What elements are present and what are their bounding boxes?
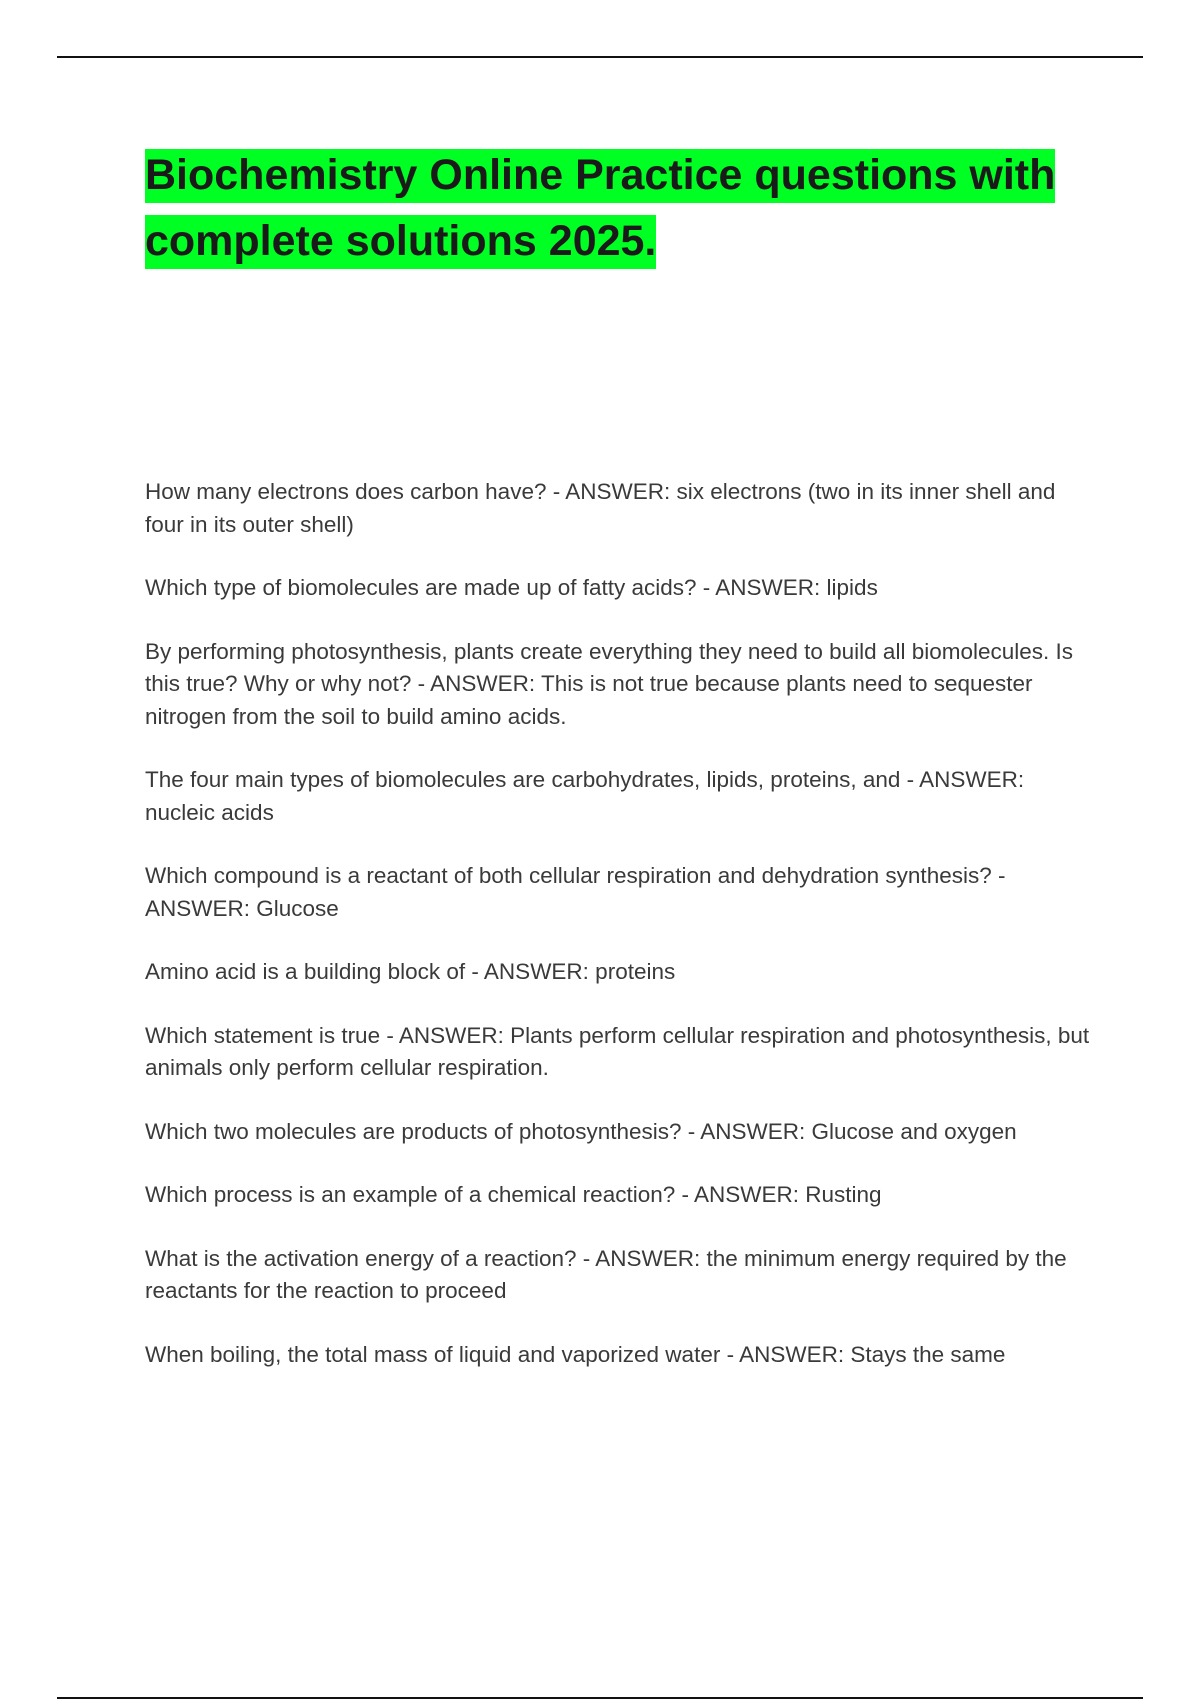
qa-item: Amino acid is a building block of - ANSWER: proteins bbox=[145, 959, 676, 984]
bottom-rule bbox=[57, 1697, 1143, 1699]
qa-item: Which statement is true - ANSWER: Plants perform cellular respiration and photosynthesis, but animals only perform cellular respiration. bbox=[145, 1022, 1090, 1080]
qa-item: What is the activation energy of a reaction? - ANSWER: the minimum energy required by the reactants for the reaction to proceed bbox=[145, 1245, 1067, 1303]
qa-item: How many electrons does carbon have? - ANSWER: six electrons (two in its inner shell and four in its outer shell) bbox=[145, 479, 1056, 537]
qa-item: The four main types of biomolecules are carbohydrates, lipids, proteins, and - ANSWER: nucleic acids bbox=[145, 767, 1025, 825]
qa-item: By performing photosynthesis, plants create everything they need to build all biomolecules. Is this true? Why or why not? - ANSWER: This is not true because plants need to sequester nitrogen from the soil to build amino acids. bbox=[145, 638, 1074, 729]
qa-item: Which two molecules are products of photosynthesis? - ANSWER: Glucose and oxygen bbox=[145, 1118, 1017, 1144]
qa-item: Which type of biomolecules are made up of fatty acids? - ANSWER: lipids bbox=[145, 575, 878, 600]
document-title bbox=[145, 142, 1085, 274]
top-rule bbox=[57, 56, 1143, 58]
title-highlight: Biochemistry Online Practice questions with complete solutions 2025. bbox=[145, 149, 1055, 269]
qa-list bbox=[145, 476, 1090, 1402]
qa-item: Which compound is a reactant of both cellular respiration and dehydration synthesis? - ANSWER: Glucose bbox=[145, 863, 1006, 921]
qa-item: Which process is an example of a chemical reaction? - ANSWER: Rusting bbox=[145, 1182, 882, 1207]
qa-item: When boiling, the total mass of liquid and vaporized water - ANSWER: Stays the same bbox=[145, 1341, 1006, 1367]
